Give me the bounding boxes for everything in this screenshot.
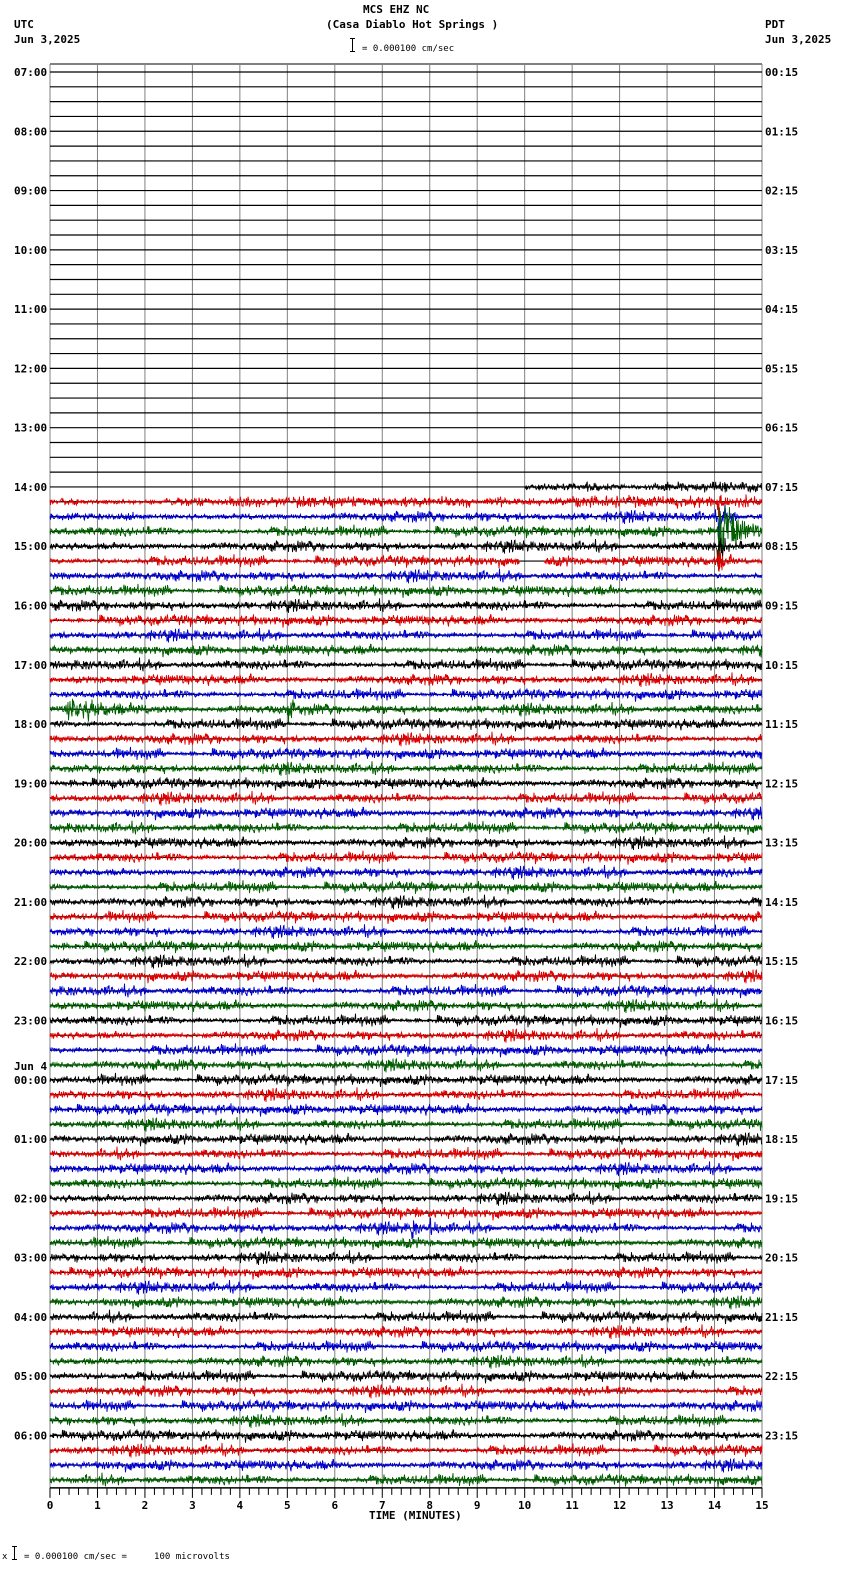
seismic-trace	[50, 658, 762, 673]
left-date: Jun 3,2025	[14, 33, 81, 46]
left-time-label: 04:00	[14, 1310, 48, 1324]
seismic-trace	[50, 598, 762, 613]
seismic-trace	[50, 1028, 762, 1043]
right-date: Jun 3,2025	[765, 33, 832, 46]
seismic-trace	[50, 1384, 762, 1399]
left-time-label: 07:00	[14, 66, 48, 79]
x-tick-label: 2	[141, 1498, 149, 1512]
seismic-trace	[50, 895, 762, 910]
x-tick-label: 12	[612, 1498, 627, 1512]
seismic-trace	[50, 1354, 762, 1369]
x-tick-label: 6	[331, 1498, 339, 1512]
right-time-label: 01:15	[765, 125, 799, 139]
left-date-change-label: Jun 4	[14, 1059, 48, 1073]
right-time-label: 05:15	[765, 362, 799, 376]
right-time-label: 20:15	[765, 1251, 799, 1265]
left-time-label: 21:00	[14, 895, 48, 909]
right-time-label: 13:15	[765, 836, 799, 850]
seismic-trace	[50, 584, 762, 598]
seismic-trace	[50, 747, 762, 761]
right-time-label: 10:15	[765, 658, 799, 672]
x-tick-label: 7	[378, 1498, 386, 1512]
x-tick-label: 11	[565, 1498, 579, 1512]
x-tick-label: 14	[707, 1498, 722, 1512]
left-time-label: 00:00	[14, 1073, 48, 1087]
left-time-label: 08:00	[14, 125, 48, 139]
seismic-trace	[50, 1087, 762, 1102]
seismic-trace	[50, 1369, 762, 1383]
right-time-label: 07:15	[765, 480, 799, 494]
left-time-label: 03:00	[14, 1251, 48, 1265]
seismic-trace	[50, 1058, 762, 1073]
right-time-label: 04:15	[765, 303, 799, 317]
x-tick-label: 0	[46, 1498, 54, 1512]
right-time-label: 08:15	[765, 540, 799, 554]
seismic-trace	[50, 1161, 762, 1176]
right-time-label: 19:15	[765, 1192, 799, 1206]
seismic-trace	[50, 614, 762, 627]
seismic-trace	[50, 1399, 762, 1413]
x-tick-label: 8	[426, 1498, 434, 1512]
left-time-label: 06:00	[14, 1429, 48, 1443]
footer-scale-label: = 0.000100 cm/sec = 100 microvolts	[24, 1552, 230, 1562]
left-time-label: 13:00	[14, 421, 48, 435]
seismic-trace	[50, 1429, 762, 1442]
seismic-trace	[50, 1103, 762, 1116]
left-time-label: 11:00	[14, 303, 48, 317]
seismic-trace	[50, 1117, 762, 1132]
right-time-label: 11:15	[765, 718, 799, 732]
seismic-trace	[50, 910, 762, 924]
seismic-trace	[50, 1324, 762, 1339]
x-tick-label: 13	[660, 1498, 674, 1512]
right-time-label: 14:15	[765, 895, 799, 909]
right-time-label: 21:15	[765, 1310, 799, 1324]
right-time-label: 06:15	[765, 421, 799, 435]
right-time-label: 18:15	[765, 1133, 799, 1147]
right-time-label: 15:15	[765, 955, 799, 969]
right-time-label: 23:15	[765, 1429, 799, 1443]
left-time-label: 18:00	[14, 718, 48, 732]
seismic-trace	[50, 1413, 762, 1428]
left-time-label: 05:00	[14, 1370, 48, 1384]
seismic-trace	[50, 970, 762, 984]
left-time-label: 02:00	[14, 1192, 48, 1206]
right-time-label: 12:15	[765, 777, 799, 791]
left-time-label: 09:00	[14, 184, 48, 198]
seismic-trace	[50, 688, 762, 702]
seismic-trace	[50, 732, 762, 747]
left-time-label: 20:00	[14, 836, 48, 850]
seismic-trace	[50, 761, 762, 776]
seismic-trace	[50, 550, 762, 571]
station-name: (Casa Diablo Hot Springs )	[326, 18, 499, 31]
scale-label: = 0.000100 cm/sec	[362, 44, 455, 54]
seismic-trace	[50, 699, 762, 723]
right-timezone: PDT	[765, 18, 785, 31]
x-tick-label: 4	[236, 1498, 244, 1512]
right-time-label: 16:15	[765, 1014, 799, 1028]
seismic-trace	[50, 1073, 762, 1087]
x-tick-label: 1	[94, 1498, 101, 1512]
right-time-label: 00:15	[765, 66, 799, 79]
x-tick-label: 5	[284, 1498, 291, 1512]
left-time-label: 23:00	[14, 1014, 48, 1028]
seismic-trace	[50, 821, 762, 835]
station-title: MCS EHZ NC	[363, 3, 430, 16]
seismic-trace	[50, 1250, 762, 1265]
right-time-label: 09:15	[765, 599, 799, 613]
left-time-label: 10:00	[14, 243, 48, 257]
left-time-label: 19:00	[14, 777, 48, 791]
left-time-label: 17:00	[14, 658, 48, 672]
left-time-label: 01:00	[14, 1133, 48, 1147]
x-tick-label: 3	[189, 1498, 196, 1512]
seismic-trace	[525, 482, 762, 493]
x-tick-label: 15	[755, 1498, 769, 1512]
footer-scale-bar-icon	[14, 1546, 15, 1560]
x-axis-title: TIME (MINUTES)	[369, 1509, 462, 1522]
left-time-label: 22:00	[14, 955, 48, 969]
left-time-label: 14:00	[14, 480, 48, 494]
seismic-trace	[50, 835, 762, 850]
seismic-trace	[50, 777, 762, 790]
footer-scale-prefix: x	[2, 1552, 8, 1562]
left-timezone: UTC	[14, 18, 34, 31]
seismic-trace	[50, 672, 762, 687]
seismic-trace	[50, 1473, 762, 1488]
x-tick-label: 9	[473, 1498, 481, 1512]
left-time-label: 12:00	[14, 362, 48, 376]
left-time-label: 15:00	[14, 540, 48, 554]
right-time-label: 03:15	[765, 243, 799, 257]
right-time-label: 02:15	[765, 184, 799, 198]
right-time-label: 22:15	[765, 1370, 799, 1384]
right-time-label: 17:15	[765, 1073, 799, 1087]
seismic-trace	[50, 494, 762, 516]
left-time-label: 16:00	[14, 599, 48, 613]
x-tick-label: 10	[518, 1498, 532, 1512]
seismic-trace	[50, 644, 762, 657]
